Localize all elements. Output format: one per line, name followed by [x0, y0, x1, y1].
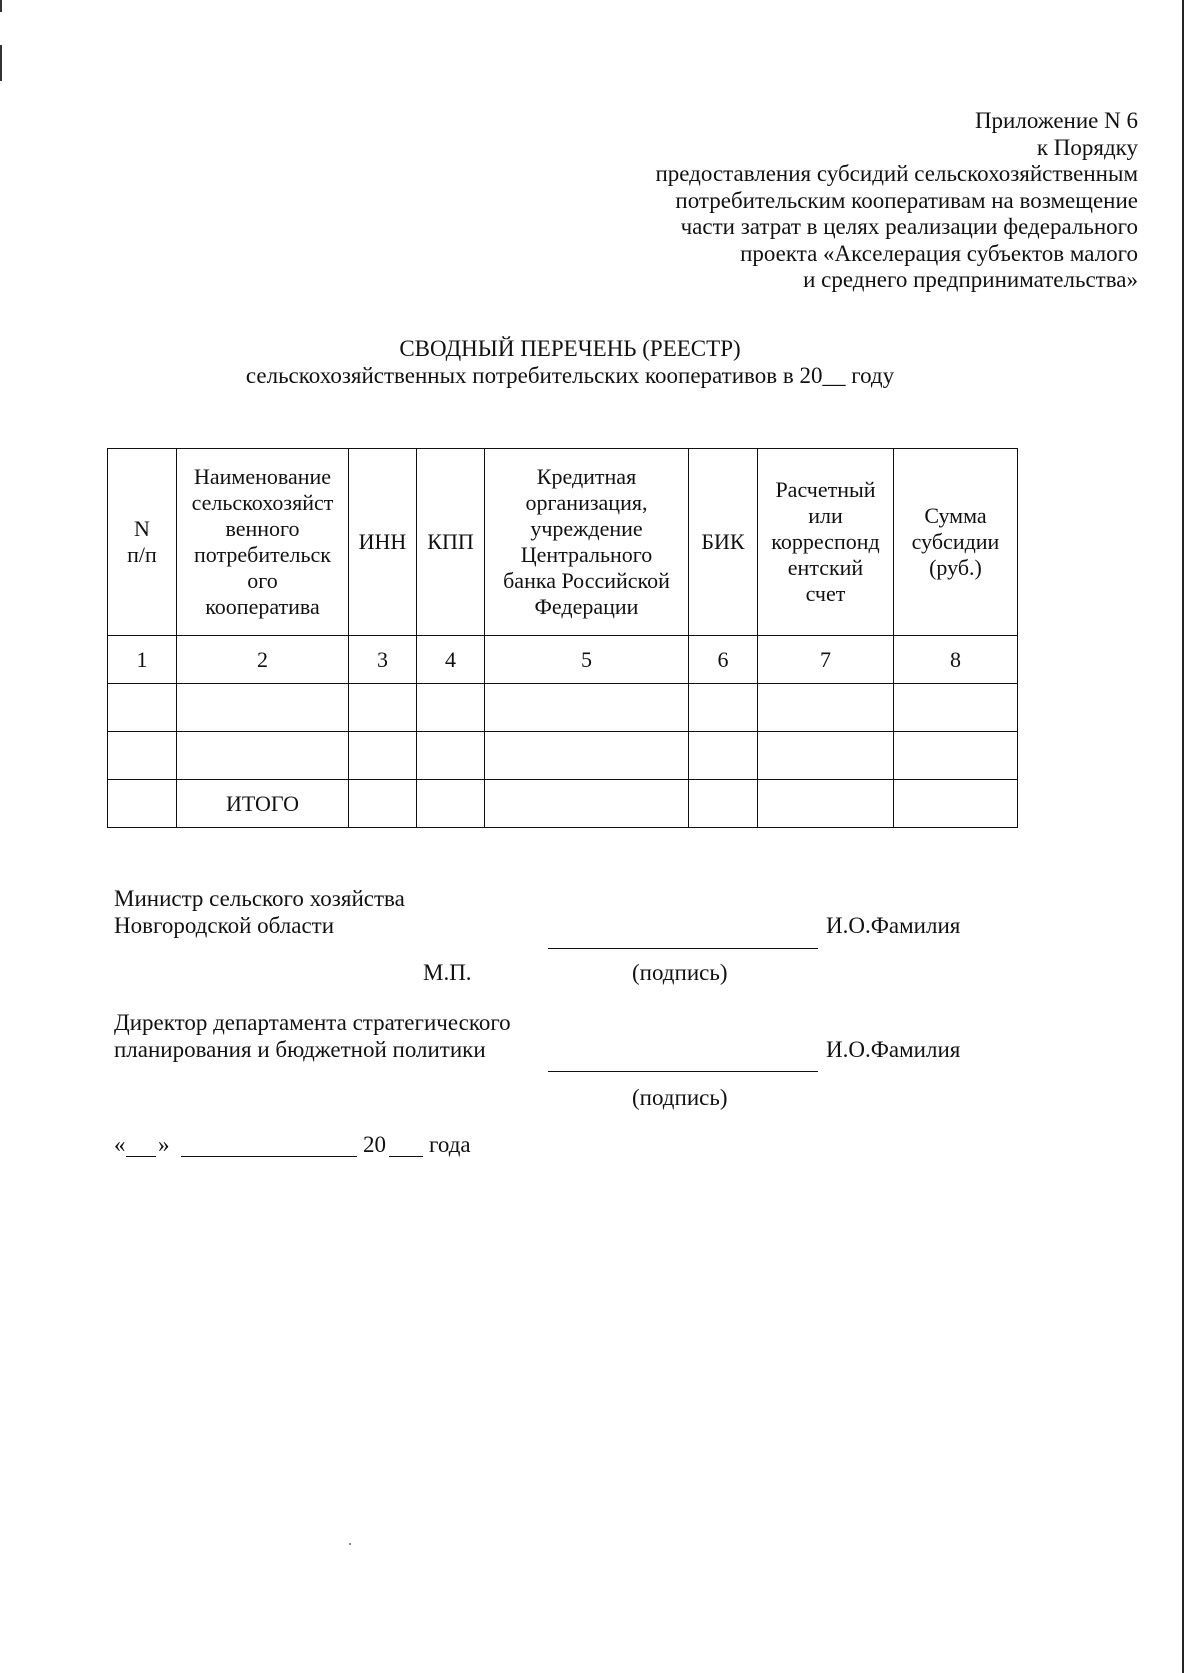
header-number [108, 449, 177, 636]
table-cell [177, 732, 349, 780]
date-year-suffix: года [429, 1132, 471, 1157]
registry-table [107, 448, 1018, 828]
date-close-quote: » [158, 1132, 170, 1157]
scan-speck [349, 1543, 351, 1545]
table-cell [894, 780, 1018, 828]
director-title-line1: Директор департамента стратегического [114, 1010, 511, 1035]
column-number: 1 [108, 636, 177, 684]
table-cell [417, 732, 485, 780]
appendix-line: проекта «Акселерация субъектов малого [740, 240, 1138, 266]
table-cell [417, 780, 485, 828]
minister-name: И.О.Фамилия [826, 913, 961, 938]
table-cell [108, 684, 177, 732]
appendix-header [655, 108, 1138, 294]
table-cell [177, 684, 349, 732]
table-cell [758, 780, 894, 828]
header-inn [349, 449, 417, 636]
appendix-line: потребительским кооперативам на возмещение [675, 187, 1138, 213]
header-label: Расчетный или корреспонд ентский счет [771, 477, 880, 606]
signature-line [548, 948, 818, 949]
header-label: Кредитная организация, учреждение Центрального банка Российской Федерации [503, 464, 670, 619]
table-cell [689, 732, 758, 780]
column-number: 5 [485, 636, 689, 684]
date-day-line [126, 1156, 156, 1157]
table-cell [417, 684, 485, 732]
table-cell [349, 780, 417, 828]
table-cell [485, 732, 689, 780]
header-label: КПП [427, 529, 474, 554]
column-number: 2 [177, 636, 349, 684]
header-label: ИНН [358, 529, 407, 554]
appendix-line: части затрат в целях реализации федерального [680, 214, 1138, 239]
table-cell [108, 732, 177, 780]
header-subsidy-amount [894, 449, 1018, 636]
table-header-row [108, 449, 1018, 636]
header-label: БИК [701, 529, 745, 554]
table-cell [108, 780, 177, 828]
signature-line [548, 1071, 818, 1072]
director-name: И.О.Фамилия [826, 1037, 961, 1062]
table-cell [485, 684, 689, 732]
appendix-line: и среднего предпринимательства» [803, 267, 1138, 292]
director-title-line2: планирования и бюджетной политики [114, 1037, 486, 1062]
date-month-line [181, 1156, 357, 1157]
appendix-line: Приложение N 6 [974, 108, 1138, 133]
header-label: Наименование сельскохозяйст венного потребительск ого кооператива [191, 464, 334, 619]
total-row [108, 780, 1018, 828]
table-cell [485, 780, 689, 828]
header-account [758, 449, 894, 636]
column-number: 7 [758, 636, 894, 684]
column-number: 6 [689, 636, 758, 684]
minister-title-line1: Министр сельского хозяйства [114, 886, 405, 911]
header-bik [689, 449, 758, 636]
table-cell [349, 684, 417, 732]
minister-title-line2: Новгородской области [114, 913, 335, 938]
header-label: Сумма субсидии (руб.) [911, 503, 1000, 580]
table-cell [894, 732, 1018, 780]
appendix-line: предоставления субсидий сельскохозяйственным [655, 161, 1138, 186]
signature-caption: (подпись) [632, 1085, 728, 1110]
scan-edge-mark [0, 0, 2, 12]
header-cooperative-name [177, 449, 349, 636]
scan-edge-mark [0, 45, 2, 81]
column-number: 8 [894, 636, 1018, 684]
date-year-prefix: 20 [363, 1132, 386, 1157]
date-open-quote: « [114, 1132, 126, 1157]
table-cell [758, 732, 894, 780]
table-cell [349, 732, 417, 780]
table-row [108, 732, 1018, 780]
date-year-line [389, 1156, 423, 1157]
table-cell [758, 684, 894, 732]
scan-edge-right [1182, 0, 1184, 1673]
document-subtitle: сельскохозяйственных потребительских кооперативов в 20__ году [245, 363, 895, 388]
column-number: 3 [349, 636, 417, 684]
signature-caption: (подпись) [632, 960, 728, 985]
table-row [108, 684, 1018, 732]
header-label: N п/п [127, 516, 157, 567]
total-label: ИТОГО [177, 780, 349, 828]
column-number-row [108, 636, 1018, 684]
table-cell [894, 684, 1018, 732]
header-credit-organization [485, 449, 689, 636]
header-kpp [417, 449, 485, 636]
stamp-label: М.П. [423, 960, 472, 985]
appendix-line: к Порядку [1036, 134, 1138, 160]
document-title: СВОДНЫЙ ПЕРЕЧЕНЬ (РЕЕСТР) [399, 336, 741, 361]
table-cell [689, 684, 758, 732]
table-cell [689, 780, 758, 828]
column-number: 4 [417, 636, 485, 684]
